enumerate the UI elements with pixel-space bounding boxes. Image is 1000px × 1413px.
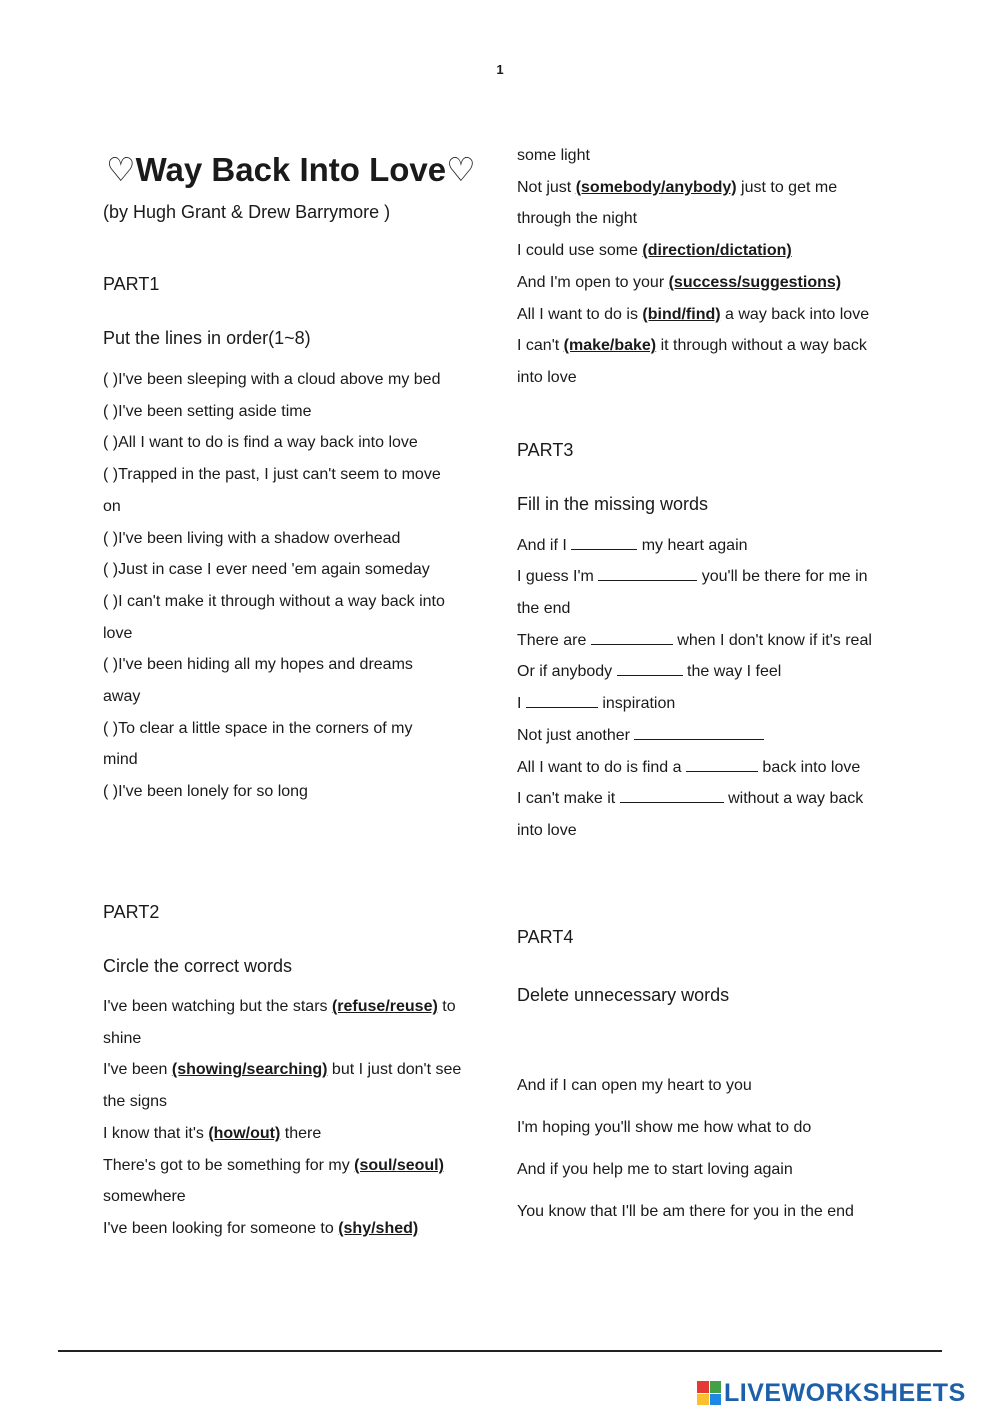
order-line: ( )I've been lonely for so long — [103, 783, 308, 801]
lyric-text: I — [517, 695, 526, 713]
left-column — [103, 148, 485, 808]
sentence-line[interactable]: You know that I'll be am there for you in the end — [517, 1203, 854, 1220]
part1-label: PART1 — [103, 274, 160, 294]
lyric-text: when I don't know if it's real — [672, 631, 872, 649]
part2-instruction: Circle the correct words — [103, 956, 293, 976]
blank-input[interactable] — [617, 661, 683, 676]
lyric-line: into love — [517, 821, 577, 839]
blank-input[interactable] — [634, 725, 764, 740]
lyric-line — [517, 330, 899, 362]
lyric-text: There's got to be something for my — [103, 1156, 355, 1174]
lyric-text: but I just don't see — [327, 1061, 462, 1079]
lyric-line — [517, 172, 899, 204]
lyric-line: the signs — [103, 1093, 168, 1111]
blank-input[interactable] — [598, 566, 697, 581]
part2-label: PART2 — [103, 902, 160, 922]
lyric-text: I know that it's — [103, 1124, 209, 1142]
order-line: ( )I can't make it through without a way back into — [103, 592, 445, 610]
blank-input[interactable] — [571, 535, 637, 550]
lyric-line — [517, 530, 899, 562]
right-column — [517, 140, 899, 847]
lyric-text: And if I — [517, 536, 572, 554]
lyric-text: just to get me — [736, 178, 838, 196]
lyric-text: I've been — [103, 1061, 172, 1079]
lyric-line — [517, 561, 899, 593]
lyric-text: inspiration — [597, 695, 676, 713]
lyric-text: the way I feel — [682, 663, 782, 681]
lyric-line — [517, 267, 899, 299]
lyric-line — [517, 625, 899, 657]
blank-input[interactable] — [620, 788, 724, 803]
word-choice[interactable]: (direction/dictation) — [642, 242, 792, 260]
lyric-text: All I want to do is find a — [517, 758, 686, 776]
part4-instruction: Delete unnecessary words — [517, 985, 730, 1005]
lyric-text: I can't make it — [517, 790, 620, 808]
word-choice[interactable]: (how/out) — [208, 1124, 281, 1142]
order-line: ( )Just in case I ever need 'em again someday — [103, 561, 430, 579]
footer-divider — [58, 1350, 942, 1352]
lyric-text: Or if anybody — [517, 663, 617, 681]
order-line: ( )I've been hiding all my hopes and dreams — [103, 656, 413, 674]
word-choice[interactable]: (shy/shed) — [338, 1219, 419, 1237]
part3-lines — [517, 530, 899, 847]
lyric-text: Not just another — [517, 726, 635, 744]
part4-lines — [517, 1065, 899, 1233]
lyric-text: you'll be there for me in — [697, 568, 868, 586]
lyric-line — [517, 299, 899, 331]
liveworksheets-logo — [697, 1376, 966, 1410]
part1-instruction: Put the lines in order(1~8) — [103, 328, 311, 348]
part4-section — [517, 925, 899, 1233]
lyric-text: I've been looking for someone to — [103, 1219, 339, 1237]
lyric-text: And I'm open to your — [517, 273, 669, 291]
blank-input[interactable] — [591, 630, 673, 645]
order-line: love — [103, 624, 133, 642]
word-choice[interactable]: (refuse/reuse) — [331, 998, 438, 1015]
part3-instruction: Fill in the missing words — [517, 493, 709, 514]
lyric-line: shine — [103, 1029, 142, 1047]
lyric-line — [517, 783, 899, 815]
lyric-line — [517, 688, 899, 720]
order-line: ( )I've been sleeping with a cloud above my bed — [103, 371, 441, 388]
lyric-line — [103, 1118, 485, 1150]
lyric-line — [517, 720, 899, 752]
logo-text: LIVEWORKSHEETS — [724, 1378, 966, 1407]
word-choice[interactable]: (somebody/anybody) — [575, 178, 737, 196]
lyric-text: without a way back — [723, 790, 864, 808]
part2-lines — [103, 991, 485, 1245]
lyric-line — [517, 656, 899, 688]
order-line: ( )All I want to do is find a way back into love — [103, 434, 418, 452]
sentence-line[interactable]: I'm hoping you'll show me how what to do — [517, 1119, 812, 1136]
order-line: ( )I've been setting aside time — [103, 402, 312, 420]
worksheet-title: ♡Way Back Into Love♡ — [106, 151, 476, 188]
lyric-line — [103, 1213, 485, 1245]
lyric-line: into love — [517, 368, 577, 386]
lyric-text: it through without a way back — [656, 337, 867, 355]
byline: (by Hugh Grant & Drew Barrymore ) — [103, 202, 391, 222]
part4-label: PART4 — [517, 927, 574, 947]
lyric-text: There are — [517, 631, 591, 649]
part2-section — [103, 900, 485, 1245]
lyric-line: some light — [517, 147, 590, 164]
lyric-text: I can't — [517, 337, 564, 355]
lyric-text: I could use some — [517, 242, 643, 260]
blank-input[interactable] — [686, 757, 758, 772]
lyric-text: there — [280, 1124, 322, 1142]
lyric-line — [517, 752, 899, 784]
word-choice[interactable]: (soul/seoul) — [354, 1156, 444, 1174]
blank-input[interactable] — [526, 693, 598, 708]
order-line: away — [103, 688, 141, 706]
lyric-text: to — [437, 998, 456, 1015]
lyric-line — [517, 235, 899, 267]
lyric-text: I've been watching but the stars — [103, 998, 332, 1015]
sentence-line[interactable]: And if you help me to start loving again — [517, 1161, 793, 1178]
sentence-line[interactable]: And if I can open my heart to you — [517, 1077, 752, 1094]
lyric-line: somewhere — [103, 1188, 186, 1206]
lyric-line: the end — [517, 600, 571, 618]
lyric-text: a way back into love — [720, 305, 870, 323]
part1-lines — [103, 364, 485, 808]
word-choice[interactable]: (showing/searching) — [171, 1061, 328, 1079]
word-choice[interactable]: (success/suggestions) — [668, 273, 842, 291]
lyric-line — [103, 1150, 485, 1182]
lyric-text: Not just — [517, 178, 576, 196]
order-line: on — [103, 497, 121, 515]
word-choice[interactable]: (bind/find) — [642, 305, 721, 323]
order-line: ( )I've been living with a shadow overhead — [103, 529, 401, 547]
page-number: 1 — [496, 62, 504, 77]
lyric-text: my heart again — [637, 536, 748, 554]
logo-badge-icon — [697, 1381, 721, 1405]
lyric-text: I guess I'm — [517, 568, 599, 586]
order-line: ( )To clear a little space in the corners of my — [103, 719, 413, 737]
order-line: mind — [103, 751, 138, 769]
lyric-line — [103, 991, 485, 1023]
lyric-line — [103, 1054, 485, 1086]
lyric-line: through the night — [517, 210, 638, 228]
word-choice[interactable]: (make/bake) — [563, 337, 657, 355]
part3-label: PART3 — [517, 439, 574, 460]
lyric-text: back into love — [757, 758, 861, 776]
order-line: ( )Trapped in the past, I just can't seem to move — [103, 466, 441, 484]
lyric-text: All I want to do is — [517, 305, 643, 323]
